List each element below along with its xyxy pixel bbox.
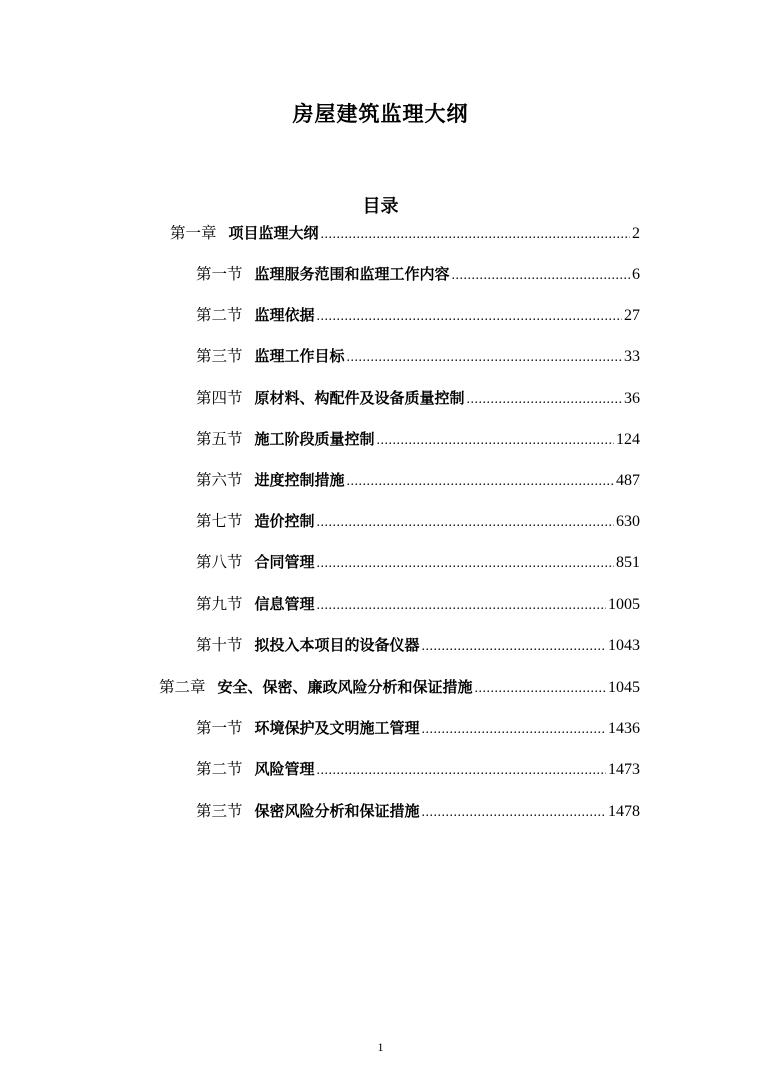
- toc-entry-page: 1473: [608, 761, 640, 778]
- toc-entry-page: 6: [632, 266, 640, 283]
- toc-entry-chapter-2[interactable]: [159, 675, 640, 697]
- toc-leader-dots: [321, 227, 630, 243]
- toc-entry-page: 1005: [608, 596, 640, 613]
- toc-entry-text: 信息管理: [254, 595, 315, 613]
- toc-entry-text: 拟投入本项目的设备仪器: [254, 636, 420, 654]
- toc-leader-dots: [317, 763, 606, 779]
- toc-entry-text: 监理工作目标: [254, 347, 345, 365]
- toc-entry-page: 630: [616, 513, 640, 530]
- toc-entry-label: 第七节: [196, 512, 243, 530]
- toc-leader-dots: [317, 309, 622, 325]
- toc-entry-section[interactable]: [196, 303, 640, 325]
- toc-entry-label: 第一节: [196, 719, 243, 737]
- toc-entry-page: 851: [616, 554, 640, 571]
- toc-entry-label: 第三节: [196, 347, 243, 365]
- toc-entry-label: 第八节: [196, 553, 243, 571]
- toc-entry-section[interactable]: [196, 509, 640, 531]
- toc-leader-dots: [422, 805, 606, 821]
- toc-entry-text: 项目监理大纲: [228, 224, 319, 242]
- toc-entry-text: 保密风险分析和保证措施: [254, 802, 420, 820]
- toc-entry-label: 第九节: [196, 595, 243, 613]
- toc-leader-dots: [347, 474, 614, 490]
- toc-entry-section[interactable]: [196, 262, 640, 284]
- toc-entry-section[interactable]: [196, 468, 640, 490]
- toc-entry-chapter-1[interactable]: [170, 221, 640, 243]
- toc-entry-section[interactable]: [196, 592, 640, 614]
- document-title: 房屋建筑监理大纲: [292, 102, 469, 126]
- toc-entry-page: 36: [624, 390, 640, 407]
- toc-entry-label: 第二节: [196, 760, 243, 778]
- toc-entry-label: 第二节: [196, 306, 243, 324]
- toc-entry-label: 第四节: [196, 389, 243, 407]
- toc-entry-page: 1045: [608, 679, 640, 696]
- toc-entry-text: 安全、保密、廉政风险分析和保证措施: [217, 678, 473, 696]
- page-number: 1: [377, 1040, 384, 1054]
- toc-entry-section[interactable]: [196, 757, 640, 779]
- toc-leader-dots: [317, 515, 614, 531]
- toc-entry-text: 造价控制: [254, 512, 315, 530]
- toc-entry-section[interactable]: [196, 716, 640, 738]
- toc-leader-dots: [452, 268, 630, 284]
- toc-entry-page: 1478: [608, 803, 640, 820]
- toc-entry-label: 第三节: [196, 802, 243, 820]
- toc-entry-section[interactable]: [196, 344, 640, 366]
- toc-entry-text: 进度控制措施: [254, 471, 345, 489]
- toc-leader-dots: [422, 639, 606, 655]
- toc-entry-label: 第五节: [196, 430, 243, 448]
- toc-entry-page: 33: [624, 348, 640, 365]
- toc-entry-text: 环境保护及文明施工管理: [254, 719, 420, 737]
- toc-entry-page: 27: [624, 307, 640, 324]
- toc-entry-page: 1436: [608, 720, 640, 737]
- toc-entry-label: 第一章: [170, 224, 217, 242]
- toc-entry-section[interactable]: [196, 799, 640, 821]
- toc-entry-label: 第二章: [159, 678, 206, 696]
- toc-entry-text: 监理依据: [254, 306, 315, 324]
- toc-entry-page: 2: [632, 225, 640, 242]
- toc-entry-section[interactable]: [196, 633, 640, 655]
- toc-entry-page: 124: [616, 431, 640, 448]
- toc-entry-label: 第十节: [196, 636, 243, 654]
- toc-leader-dots: [475, 681, 606, 697]
- toc-entry-text: 合同管理: [254, 553, 315, 571]
- toc-entry-label: 第一节: [196, 265, 243, 283]
- toc-entry-page: 1043: [608, 637, 640, 654]
- toc-entry-page: 487: [616, 472, 640, 489]
- toc-leader-dots: [317, 598, 606, 614]
- toc-entry-label: 第六节: [196, 471, 243, 489]
- toc-entry-section[interactable]: [196, 427, 640, 449]
- toc-entry-section[interactable]: [196, 550, 640, 572]
- toc-entry-section[interactable]: [196, 386, 640, 408]
- toc-entry-text: 原材料、构配件及设备质量控制: [254, 389, 465, 407]
- toc-leader-dots: [467, 392, 622, 408]
- toc-entry-text: 施工阶段质量控制: [254, 430, 375, 448]
- toc-entry-text: 风险管理: [254, 760, 315, 778]
- toc-entry-text: 监理服务范围和监理工作内容: [254, 265, 450, 283]
- toc-leader-dots: [317, 556, 614, 572]
- toc-leader-dots: [377, 433, 614, 449]
- toc-leader-dots: [422, 722, 606, 738]
- toc-heading: 目录: [362, 196, 399, 217]
- toc-leader-dots: [347, 350, 622, 366]
